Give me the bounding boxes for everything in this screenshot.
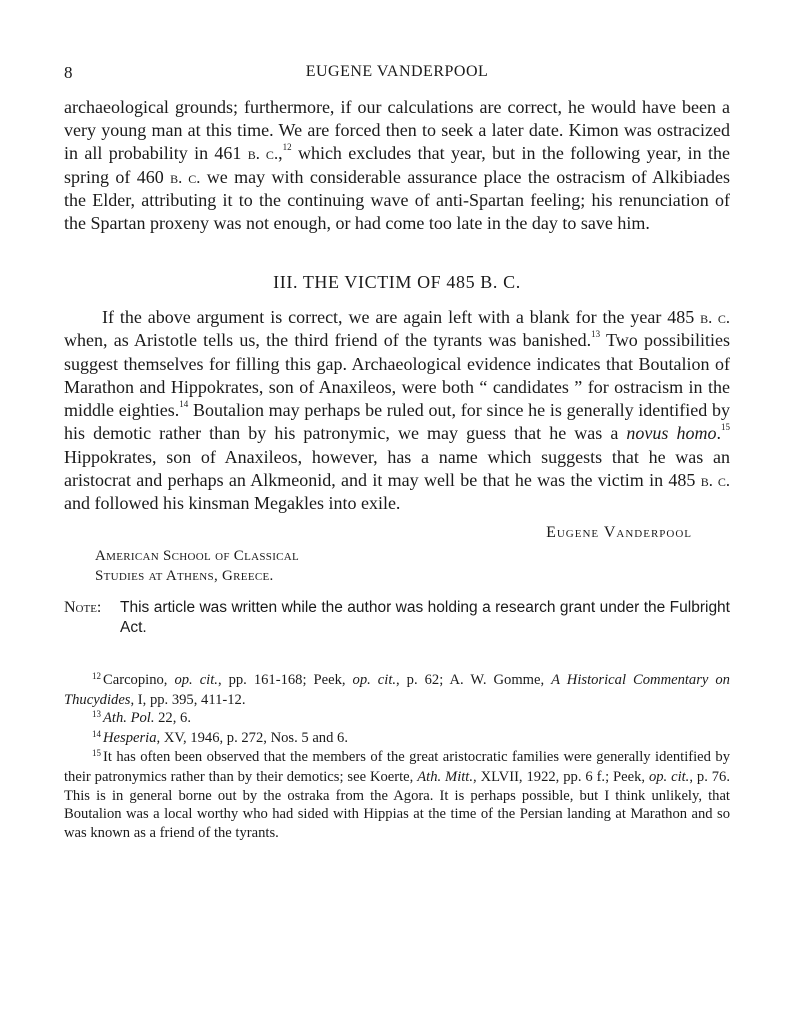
section-heading: III. THE VICTIM OF 485 B. C.: [273, 272, 521, 292]
page-number: 8: [64, 63, 73, 82]
author-signature: Eugene Vanderpool: [546, 524, 692, 541]
footnotes: [64, 671, 730, 842]
body-paragraph: [64, 96, 730, 235]
footnote-13: $^{13}$ Ath. Pol. 22, 6.: [92, 709, 191, 727]
footnote-14: $^{14}$ Hesperia, XV, 1946, p. 272, Nos. 5 and 6.: [92, 728, 348, 746]
running-head: EUGENE VANDERPOOL: [305, 63, 489, 80]
footnote-12: $^{12}$ Carcopino, op. cit., pp. 161-168; Peek, op. cit., p. 62; A. W. Gomme, A Historical Commentary on Thucydides, I, pp. 395, 411-12.: [64, 671, 730, 708]
author-affiliation: [95, 546, 299, 586]
section-paragraph: If the above argument is correct, we are again left with a blank for the year 485 b. c. when, as Aristotle tells us, the third friend of the tyrants was banished.$^{13}$ Two possibilities suggest themselves for filling this gap. Archaeological evidence indicates that Boutalion of Marathon and Hippokrates, son of Anaxileos, were both “ candidates ” for ostracism in the middle eighties.$^{14}$ Boutalion may perhaps be ruled out, for since he is generally identified by his demotic rather than by his patronymic, we may guess that he was a novus homo.$^{15}$ Hippokrates, son of Anaxileos, however, has a name which suggests that he was an aristocrat and perhaps an Alkmeonid, and it may well be that he was the victim in 485 b. c. and followed his kinsman Megakles into exile.: [64, 307, 731, 514]
footnote-ref-12[interactable]: 12: [282, 142, 292, 153]
affiliation-line: American School of Classical: [95, 548, 300, 564]
page-header: [64, 63, 730, 85]
section-body: [64, 306, 730, 516]
footnote-15: $^{15}$ It has often been observed that the members of the great aristocratic families were generally identified by their patronymics rather than by their demotics; see Koerte, Ath. Mitt., XLVII, 1922, pp. 6 f.; Peek, op. cit., p. 76. This is in general borne out by the ostraka from the Agora. It is perhaps possible, but I think unlikely, that Boutalion was a local worthy who had sided with Hippias at the time of the Persian landing at Marathon and so was known as a friend of the tyrants.: [64, 748, 730, 841]
note-text: This article was written while the author was holding a research grant under the Fulbright Act.: [120, 599, 730, 636]
affiliation-line: Studies at Athens, Greece.: [95, 568, 274, 584]
footnote-ref-13[interactable]: 13: [591, 329, 601, 340]
footnote-ref-15[interactable]: 15: [721, 422, 730, 433]
footnote-ref-14[interactable]: 14: [179, 399, 189, 410]
note-label: Note:: [64, 599, 102, 616]
paragraph-continuation: archaeological grounds; furthermore, if our calculations are correct, he would have been a very young man at this time. We are forced then to seek a later date. Kimon was ostracized in all probability in 461 b. c.,$^{12}$ which excludes that year, but in the following year, in the spring of 460 b. c. we may with considerable assurance place the ostracism of Alkibiades the Elder, attributing it to the continuing wave of anti-Spartan feeling; his renunciation of the Spartan proxeny was not enough, or had come too late in the day to save him.: [64, 97, 730, 234]
